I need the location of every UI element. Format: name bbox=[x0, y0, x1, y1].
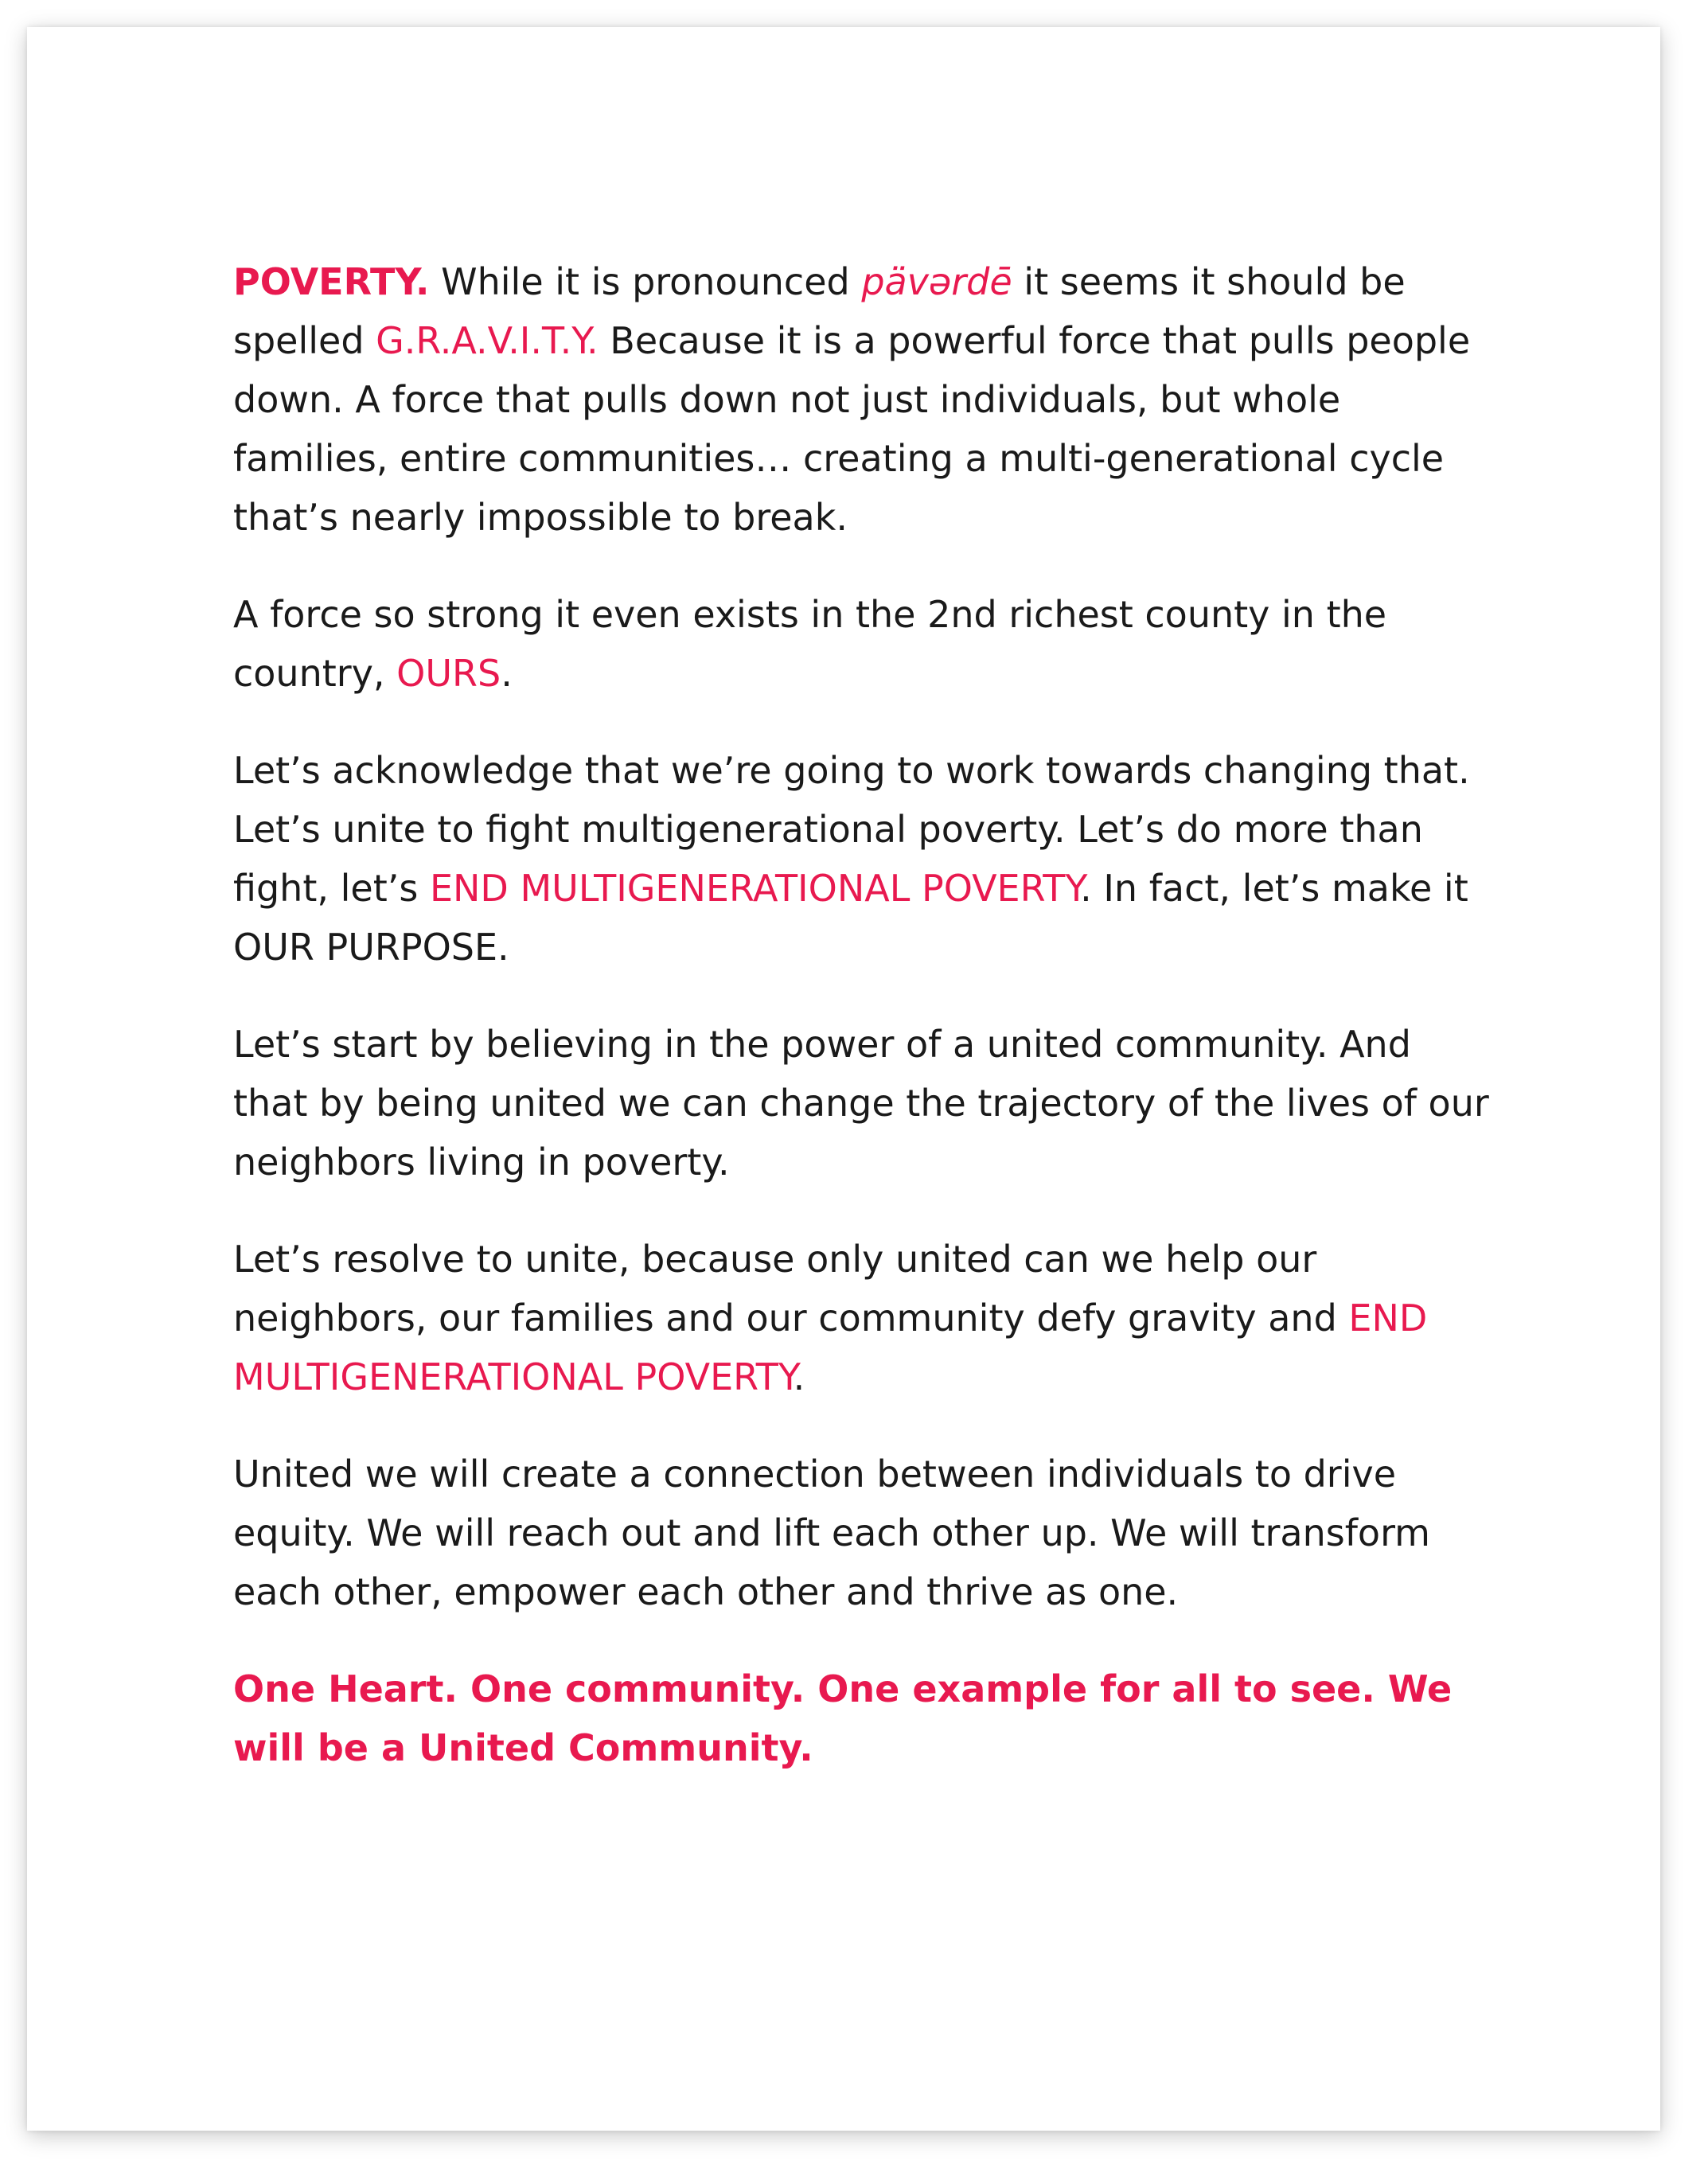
ours-highlight: OURS bbox=[396, 652, 501, 695]
paragraph-text: A force so strong it even exists in the 2nd richest county in the country, bbox=[233, 593, 1387, 695]
closing-statement: One Heart. One community. One example for all to see. We will be a United Community. bbox=[233, 1667, 1453, 1769]
paragraph-text: Because it is a powerful force that pulls people down. A force that pulls down not just individuals, but whole families, entire communities… creating a multi-generational cycle that’s nearly impossible to break. bbox=[233, 319, 1471, 539]
paragraph-text: . bbox=[501, 652, 513, 695]
gravity-highlight: G.R.A.V.I.T.Y. bbox=[376, 319, 599, 362]
document-page bbox=[27, 27, 1660, 2131]
paragraph-text: While it is pronounced bbox=[429, 260, 862, 303]
paragraph-resolve bbox=[233, 1230, 1491, 1406]
paragraph-text: . bbox=[793, 1355, 805, 1398]
paragraph-text: . In fact, let’s make it OUR PURPOSE. bbox=[233, 867, 1468, 969]
lead-word: POVERTY. bbox=[233, 260, 430, 303]
paragraph-text: it seems it should be spelled bbox=[233, 260, 1406, 362]
document-body bbox=[233, 252, 1491, 1815]
pronunciation: pävərdē bbox=[861, 260, 1012, 303]
paragraph-united bbox=[233, 1445, 1491, 1621]
end-poverty-highlight: END MULTIGENERATIONAL POVERTY bbox=[233, 1297, 1428, 1398]
paragraph-text: United we will create a connection between individuals to drive equity. We will reach out and lift each other up. We will transform each other, empower each other and thrive as one. bbox=[233, 1453, 1430, 1613]
paragraph-acknowledge bbox=[233, 741, 1491, 977]
end-poverty-highlight: END MULTIGENERATIONAL POVERTY bbox=[429, 867, 1081, 910]
paragraph-believe bbox=[233, 1015, 1491, 1191]
paragraph-text: Let’s acknowledge that we’re going to work towards changing that. Let’s unite to fight multigenerational poverty. Let’s do more than fight, let’s bbox=[233, 749, 1470, 910]
paragraph-richest-county bbox=[233, 585, 1491, 703]
paragraph-poverty-definition bbox=[233, 252, 1491, 547]
paragraph-text: Let’s resolve to unite, because only united can we help our neighbors, our families and our community defy gravity and bbox=[233, 1238, 1349, 1340]
paragraph-text: Let’s start by believing in the power of a united community. And that by being united we can change the trajectory of the lives of our neighbors living in poverty. bbox=[233, 1023, 1489, 1184]
